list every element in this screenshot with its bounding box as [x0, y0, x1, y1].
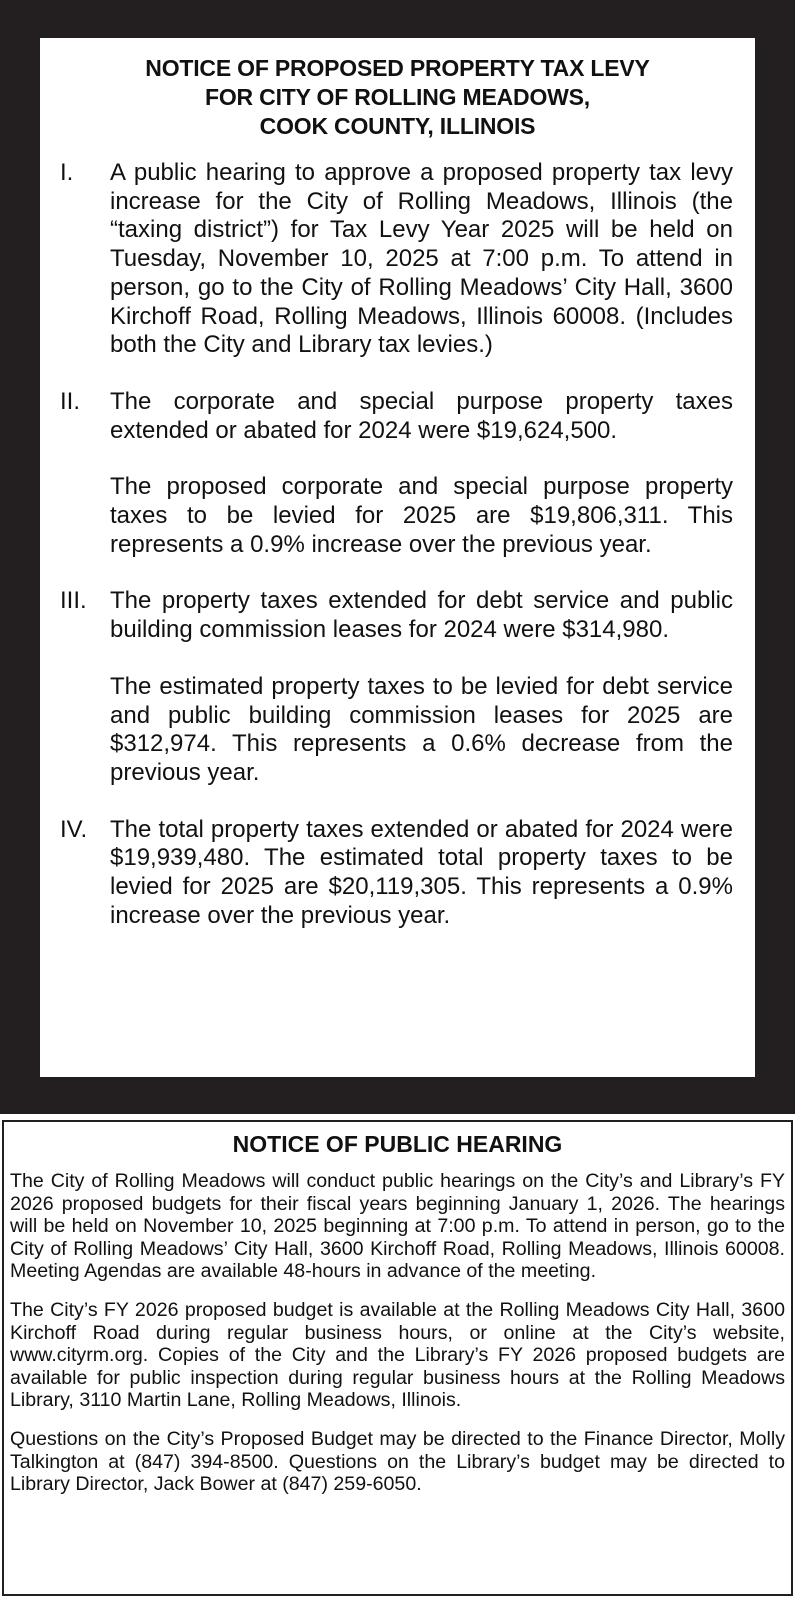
item-body: [110, 388, 735, 560]
item-body: [110, 587, 735, 787]
item-body: [110, 159, 735, 360]
item-number: IV.: [60, 815, 88, 843]
item-number: III.: [60, 587, 87, 615]
hearing-paragraph: The City’s FY 2026 proposed budget is available at the Rolling Meadows City Hall, 3600 Kirchoff Road during regular business hours, or online at the City’s website, www.cityrm.org. Copies of the City and the Library’s FY 2026 proposed budgets are available for public inspection during regular business hours at the Rolling Meadows Library, 3110 Martin Lane, Rolling Meadows, Illinois.: [10, 1298, 785, 1412]
item-number: II.: [60, 387, 81, 415]
hearing-paragraph: The City of Rolling Meadows will conduct public hearings on the City’s and Library’s FY 2026 proposed budgets for their fiscal years beginning January 1, 2026. The hearings will be held on November 10, 2025 beginning at 7:00 p.m. To attend in person, go to the City of Rolling Meadows’ City Hall, 3600 Kirchoff Road, Rolling Meadows, Illinois 60008. Meeting Agendas are available 48-hours in advance of the meeting.: [10, 1170, 785, 1283]
levy-item: [60, 816, 735, 931]
levy-item: [60, 587, 735, 787]
item-body: [110, 816, 735, 931]
title-line: NOTICE OF PROPOSED PROPERTY TAX LEVY: [145, 55, 650, 81]
title-line: FOR CITY OF ROLLING MEADOWS,: [205, 84, 590, 110]
item-number: I.: [60, 159, 74, 186]
levy-items: [60, 159, 735, 930]
item-paragraph: The total property taxes extended or abated for 2024 were $19,939,480. The estimated total property taxes to be levied for 2025 are $20,119,305. This represents a 0.9% increase over the previous year.: [110, 815, 733, 929]
item-paragraph: The corporate and special purpose property taxes extended or abated for 2024 were $19,624,500.: [110, 387, 733, 444]
levy-notice-title: [60, 54, 735, 141]
title-line: COOK COUNTY, ILLINOIS: [259, 113, 536, 139]
hearing-notice-title: NOTICE OF PUBLIC HEARING: [232, 1131, 563, 1157]
hearing-paragraph: Questions on the City’s Proposed Budget may be directed to the Finance Director, Molly Talkington at (847) 394-8500. Questions on the Library’s budget may be directed to Library Director, Jack Bower at (847) 259-6050.: [10, 1427, 785, 1496]
levy-item: [60, 388, 735, 560]
item-paragraph: The proposed corporate and special purpose property taxes to be levied for 2025 are $19,806,311. This represents a 0.9% increase over the previous year.: [110, 473, 733, 558]
item-paragraph: The estimated property taxes to be levied for debt service and public building commission leases for 2025 are $312,974. This represents a 0.6% decrease from the previous year.: [110, 672, 733, 786]
item-paragraph: The property taxes extended for debt service and public building commission leases for 2024 were $314,980.: [110, 587, 733, 644]
item-paragraph: A public hearing to approve a proposed property tax levy increase for the City of Rolling Meadows, Illinois (the “taxing district”) for Tax Levy Year 2025 will be held on Tuesday, November 10, 2025 at 7:00 p.m. To attend in person, go to the City of Rolling Meadows’ City Hall, 3600 Kirchoff Road, Rolling Meadows, Illinois 60008. (Includes both the City and Library tax levies.): [110, 159, 733, 359]
hearing-notice: [2, 1120, 793, 1596]
levy-item: [60, 159, 735, 360]
levy-notice: [40, 38, 755, 1077]
